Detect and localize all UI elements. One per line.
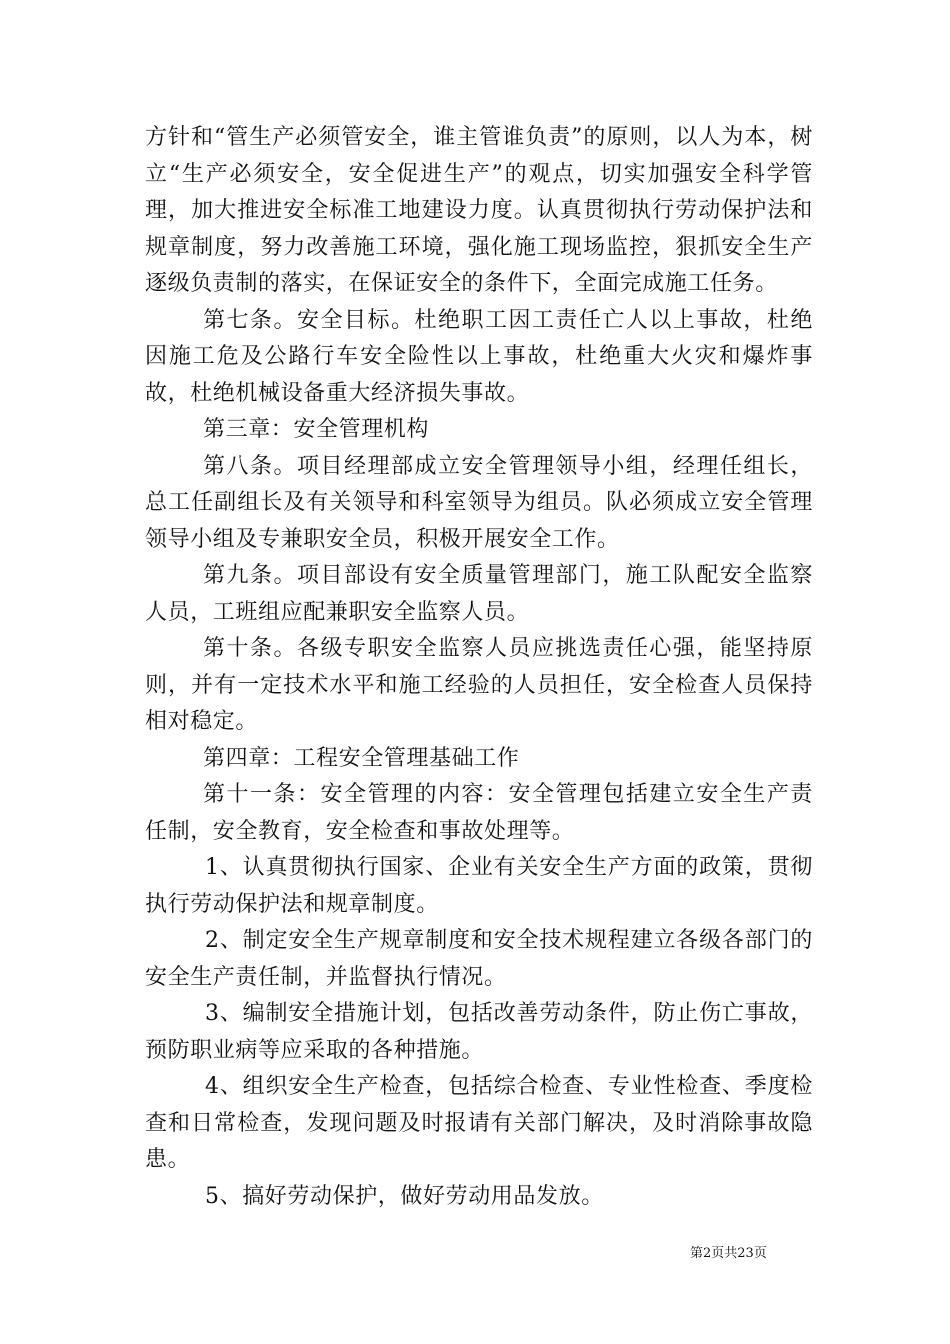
list-item-5: 5、搞好劳动保护，做好劳动用品发放。: [205, 1183, 604, 1209]
paragraph-article-8: 第八条。项目经理部成立安全管理领导小组，经理任组长，总工任副组长及有关领导和科室领导为组员。队必须成立安全管理领导小组及专兼职安全员，积极开展安全工作。: [145, 453, 813, 552]
paragraph-article-7: 第七条。安全目标。杜绝职工因工责任亡人以上事故，杜绝因施工危及公路行车安全险性以上事故，杜绝重大火灾和爆炸事故，杜绝机械设备重大经济损失事故。: [145, 307, 813, 406]
document-body: [145, 120, 813, 1215]
list-item-3: 3、编制安全措施计划，包括改善劳动条件，防止伤亡事故，预防职业病等应采取的各种措施。: [145, 1001, 813, 1063]
paragraph-article-9: 第九条。项目部设有安全质量管理部门，施工队配安全监察人员，工班组应配兼职安全监察人员。: [145, 563, 813, 625]
paragraph-article-11: 第十一条：安全管理的内容：安全管理包括建立安全生产责任制，安全教育，安全检查和事故处理等。: [145, 782, 813, 844]
list-item-1: 1、认真贯彻执行国家、企业有关安全生产方面的政策，贯彻执行劳动保护法和规章制度。: [145, 855, 813, 917]
paragraph-policy-continuation: 方针和“管生产必须管安全，谁主管谁负责”的原则，以人为本，树立“生产必须安全，安全促进生产”的观点，切实加强安全科学管理，加大推进安全标准工地建设力度。认真贯彻执行劳动保护法和规章制度，努力改善施工环境，强化施工现场监控，狠抓安全生产逐级负责制的落实，在保证安全的条件下，全面完成施工任务。: [145, 125, 813, 296]
paragraph-article-10: 第十条。各级专职安全监察人员应挑选责任心强，能坚持原则，并有一定技术水平和施工经验的人员担任，安全检查人员保持相对稳定。: [145, 636, 813, 734]
page-number-footer: 第2页共23页: [690, 1246, 767, 1261]
chapter-3-heading: 第三章：安全管理机构: [203, 417, 430, 442]
list-item-4: 4、组织安全生产检查，包括综合检查、专业性检查、季度检查和日常检查，发现问题及时报请有关部门解决，及时消除事故隐患。: [145, 1074, 813, 1172]
list-item-2: 2、制定安全生产规章制度和安全技术规程建立各级各部门的安全生产责任制，并监督执行情况。: [145, 928, 813, 990]
chapter-4-heading: 第四章：工程安全管理基础工作: [203, 745, 520, 771]
